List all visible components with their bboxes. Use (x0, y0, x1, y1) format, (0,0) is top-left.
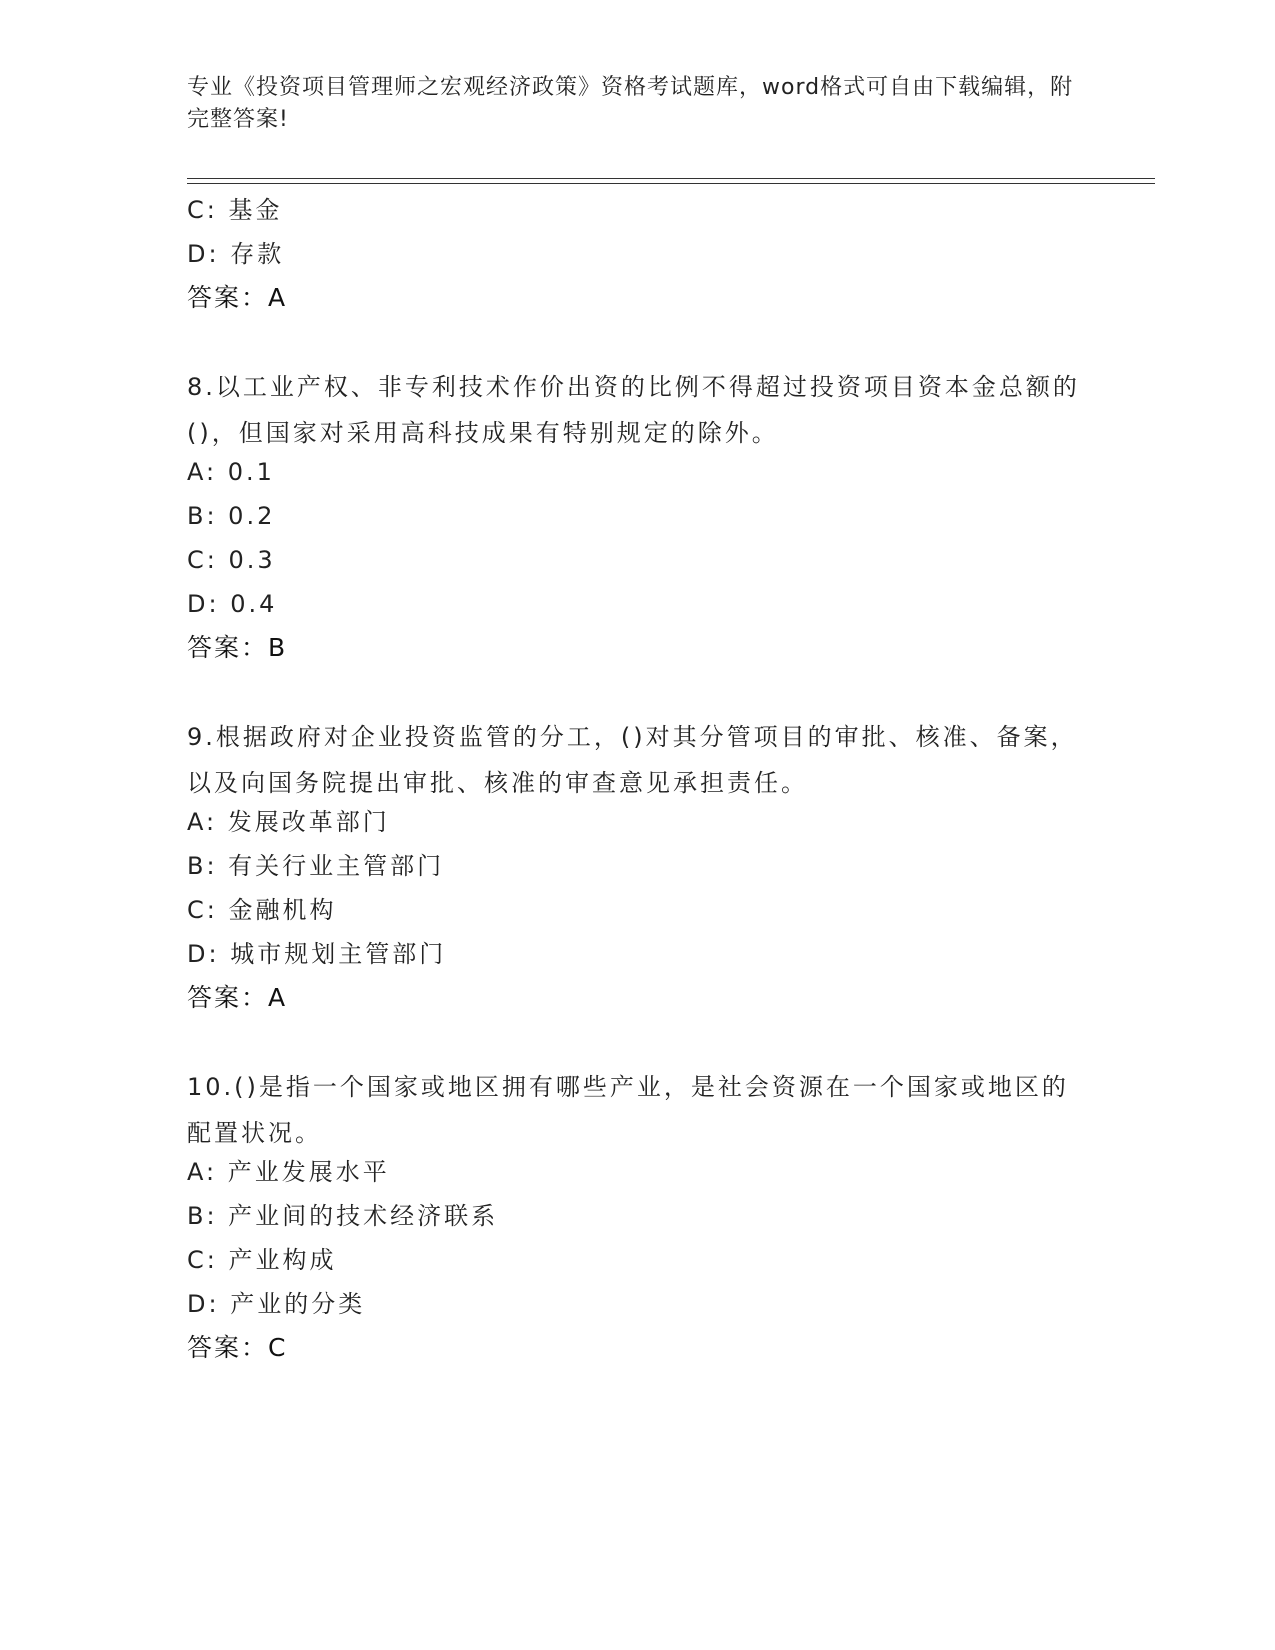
option-line: C: 产业构成 (187, 1246, 337, 1274)
answer-line: 答案：B (187, 633, 288, 662)
option-line: A: 0.1 (187, 458, 275, 486)
option-line: B: 0.2 (187, 502, 276, 530)
document-header: 专业《投资项目管理师之宏观经济政策》资格考试题库，word格式可自由下载编辑，附完整答案! (187, 75, 1074, 132)
option-line: A: 产业发展水平 (187, 1158, 390, 1186)
option-line: C: 0.3 (187, 546, 276, 574)
question-text: 9.根据政府对企业投资监管的分工，()对其分管项目的审批、核准、备案，以及向国务院提出审批、核准的审查意见承担责任。 (187, 723, 1078, 797)
question-text: 8.以工业产权、非专利技术作价出资的比例不得超过投资项目资本金总额的()，但国家对采用高科技成果有特别规定的除外。 (187, 373, 1080, 447)
question-text: 10.()是指一个国家或地区拥有哪些产业，是社会资源在一个国家或地区的配置状况。 (187, 1073, 1069, 1147)
header-divider-bottom (187, 183, 1155, 184)
header-divider-top (187, 178, 1155, 179)
option-line: D: 存款 (187, 240, 285, 268)
option-line: A: 发展改革部门 (187, 808, 390, 836)
answer-line: 答案：A (187, 283, 288, 312)
option-line: D: 产业的分类 (187, 1290, 366, 1318)
option-line: B: 产业间的技术经济联系 (187, 1202, 499, 1230)
option-line: C: 基金 (187, 196, 283, 224)
answer-line: 答案：A (187, 983, 288, 1012)
answer-line: 答案：C (187, 1333, 288, 1362)
option-line: D: 城市规划主管部门 (187, 940, 447, 968)
option-line: D: 0.4 (187, 590, 278, 618)
option-line: C: 金融机构 (187, 896, 337, 924)
option-line: B: 有关行业主管部门 (187, 852, 445, 880)
